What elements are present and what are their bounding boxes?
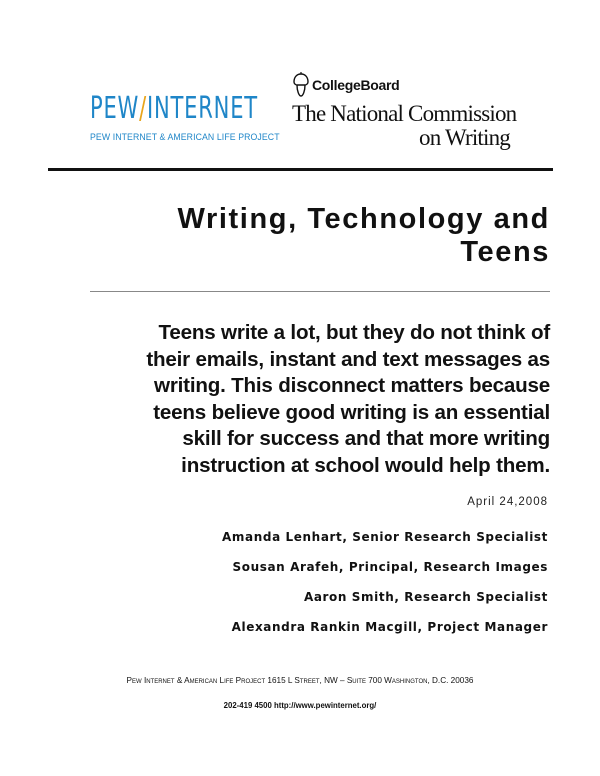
acorn-icon [292,72,310,98]
commission-line-1: The National Commission [292,101,517,126]
page-title [100,203,550,269]
author-entry: Aaron Smith, Research Specialist [303,590,548,604]
footer-phone-website: 202-419 4500 http://www.pewinternet.org/ [223,701,377,710]
summary-line: teens believe good writing is an essential [153,400,550,424]
pew-logo-right: INTERNET [147,91,258,126]
author-entry: Amanda Lenhart, Senior Research Specialist [222,530,548,544]
summary-line: skill for success and that more writing [182,427,550,451]
college-board-logo [292,72,522,150]
commission-line-2: on Writing [419,125,510,150]
author-list [128,530,548,650]
top-divider [48,168,553,171]
title-line-2: Teens [460,236,550,268]
pew-logo-left: PEW [90,91,140,126]
college-board-name: CollegeBoard [312,77,400,93]
pew-internet-logo [90,91,280,143]
pew-logo-slash: / [139,91,148,126]
pew-logo-wordmark [90,91,258,126]
summary-line: instruction at school would help them. [181,453,550,477]
author-entry: Sousan Arafeh, Principal, Research Images [232,560,548,574]
publication-date: April 24,2008 [467,496,548,508]
summary-line: their emails, instant and text messages as [146,347,550,371]
pew-logo-subtitle: PEW INTERNET & AMERICAN LIFE PROJECT [90,132,280,143]
title-divider [90,291,550,292]
author-entry: Alexandra Rankin Macgill, Project Manager [231,620,548,634]
summary-line: Teens write a lot, but they do not think of [158,321,550,344]
summary-text [90,320,550,480]
summary-line: writing. This disconnect matters because [154,374,550,398]
footer-address: Pew Internet & American Life Project 1615 L Street, NW – Suite 700 Washington, D.C. 20036 [126,676,474,685]
title-line-1: Writing, Technology and [177,203,550,235]
